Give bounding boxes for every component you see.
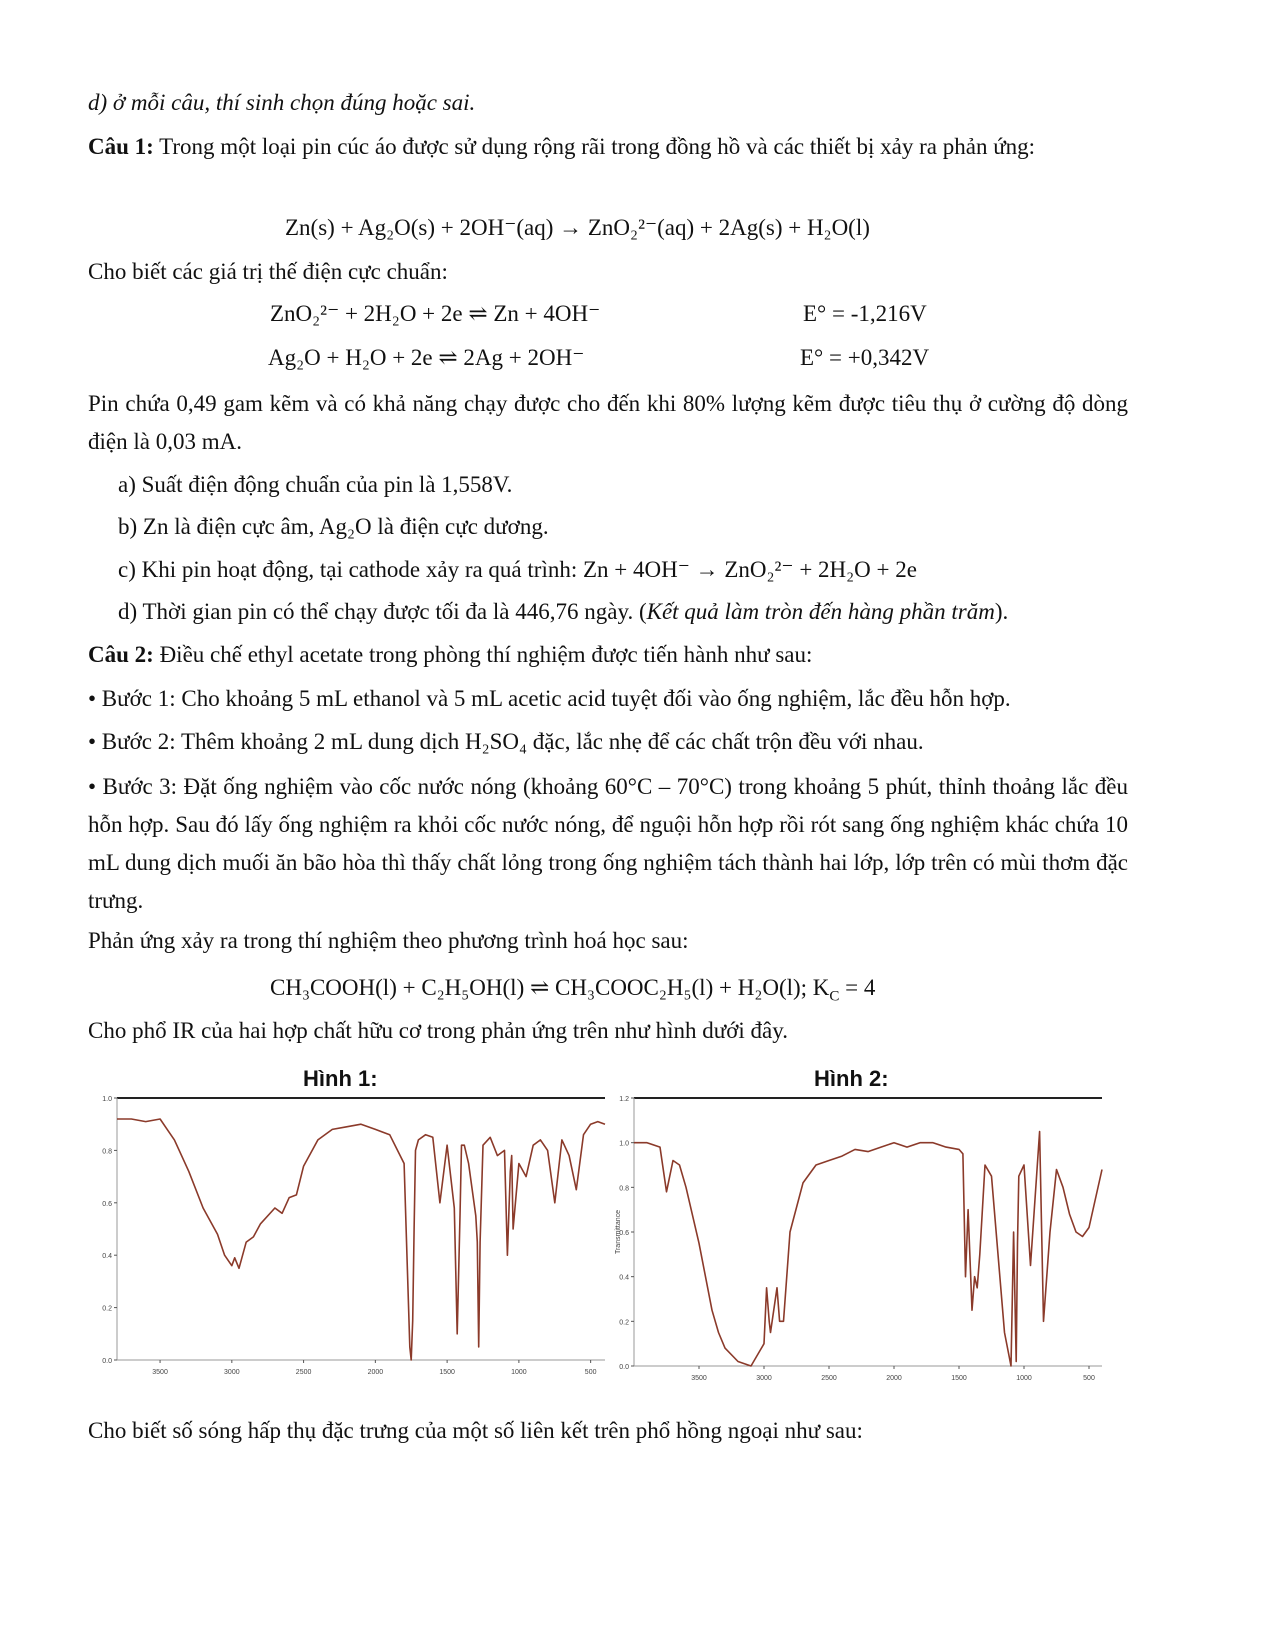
x-tick-label: 3000: [756, 1375, 772, 1382]
ir-spectrum-figure-1: [95, 1090, 610, 1390]
x-tick-label: 1500: [439, 1369, 455, 1376]
y-tick-label: 0.4: [102, 1253, 112, 1261]
question-2-text: Điều chế ethyl acetate trong phòng thí nghiệm được tiến hành như sau:: [159, 642, 813, 667]
question-1-intro: [88, 128, 1128, 166]
x-tick-label: 2500: [821, 1375, 837, 1382]
ir-spectrum-figure-2: [615, 1090, 1108, 1390]
y-tick-label: 0.2: [102, 1305, 112, 1313]
reaction-intro: Phản ứng xảy ra trong thí nghiệm theo phương trình hoá học sau:: [88, 928, 689, 953]
question-1-label: Câu 1:: [88, 134, 154, 159]
x-tick-label: 500: [1083, 1375, 1095, 1382]
kc-subscript: C: [829, 988, 840, 1005]
statement-b: b) Zn là điện cực âm, Ag₂O là điện cực dương.: [118, 514, 549, 539]
statement-d: [118, 597, 1008, 627]
statement-d-note: Kết quả làm tròn đến hàng phần trăm: [646, 599, 995, 624]
statement-d-end: ).: [994, 599, 1009, 624]
question-2-label: Câu 2:: [88, 642, 154, 667]
x-tick-label: 2000: [886, 1375, 902, 1382]
ir-intro: Cho phổ IR của hai hợp chất hữu cơ trong phản ứng trên như hình dưới đây.: [88, 1018, 788, 1043]
y-tick-label: 1.2: [619, 1096, 629, 1103]
y-tick-label: 0.8: [102, 1148, 112, 1156]
question-2-intro: [88, 640, 812, 670]
potential-1: E° = -1,216V: [803, 301, 927, 326]
spectrum-line-1: [117, 1119, 605, 1360]
kc-value: = 4: [839, 975, 876, 1000]
half-reaction-2: Ag₂O + H₂O + 2e ⇌ 2Ag + 2OH⁻: [268, 345, 585, 370]
x-tick-label: 2000: [367, 1369, 384, 1376]
y-axis-label: Transmittance: [615, 1209, 622, 1255]
x-tick-label: 1000: [511, 1369, 527, 1376]
battery-info: Pin chứa 0,49 gam kẽm và có khả năng chạy được cho đến khi 80% lượng kẽm được tiêu thụ ở cường độ dòng điện là 0,03 mA.: [88, 391, 1128, 454]
esterification-reaction: [270, 973, 875, 1012]
y-tick-label: 1.0: [102, 1096, 112, 1103]
x-tick-label: 2500: [295, 1369, 312, 1376]
x-tick-label: 1000: [1016, 1375, 1032, 1382]
statement-c: c) Khi pin hoạt động, tại cathode xảy ra quá trình: Zn + 4OH⁻ → ZnO₂²⁻ + 2H₂O + 2e: [118, 557, 917, 582]
y-tick-label: 0.2: [619, 1319, 629, 1327]
closing-line: Cho biết số sóng hấp thụ đặc trưng của một số liên kết trên phổ hồng ngoại như sau:: [88, 1418, 863, 1443]
figure-2-title: Hình 2:: [814, 1066, 889, 1091]
statement-d-main: d) Thời gian pin có thể chạy được tối đa là 446,76 ngày. (: [118, 599, 647, 624]
x-tick-label: 1500: [951, 1375, 967, 1382]
step-1: • Bước 1: Cho khoảng 5 mL ethanol và 5 mL acetic acid tuyệt đối vào ống nghiệm, lắc đều hỗn hợp.: [88, 686, 1011, 711]
y-tick-label: 0.8: [619, 1185, 629, 1193]
y-tick-label: 0.4: [619, 1274, 629, 1282]
instruction-line: d) ở mỗi câu, thí sinh chọn đúng hoặc sai.: [88, 90, 476, 115]
y-tick-label: 0.0: [619, 1364, 629, 1371]
y-tick-label: 0.6: [619, 1230, 629, 1237]
x-tick-label: 500: [584, 1369, 597, 1376]
potential-2: E° = +0,342V: [800, 345, 930, 370]
potentials-intro: Cho biết các giá trị thế điện cực chuẩn:: [88, 259, 448, 284]
statement-a: a) Suất điện động chuẩn của pin là 1,558V.: [118, 472, 513, 497]
half-reaction-1: ZnO₂²⁻ + 2H₂O + 2e ⇌ Zn + 4OH⁻: [270, 301, 601, 326]
spectrum-line-2: [634, 1132, 1102, 1367]
x-tick-label: 3500: [691, 1375, 707, 1382]
step-3: • Bước 3: Đặt ống nghiệm vào cốc nước nóng (khoảng 60°C – 70°C) trong khoảng 5 phút, thỉnh thoảng lắc đều hỗn hợp. Sau đó lấy ống nghiệm ra khỏi cốc nước nóng, để nguội hỗn hợp rồi rót sang ống nghiệm khác chứa 10 mL dung dịch muối ăn bão hòa thì thấy chất lỏng trong ống nghiệm tách thành hai lớp, lớp trên có mùi thơm đặc trưng.: [88, 774, 1128, 913]
x-tick-label: 3000: [224, 1369, 240, 1376]
overall-reaction: Zn(s) + Ag₂O(s) + 2OH⁻(aq) → ZnO₂²⁻(aq) + 2Ag(s) + H₂O(l): [285, 215, 870, 240]
esterification-equation: CH₃COOH(l) + C₂H₅OH(l) ⇌ CH₃COOC₂H₅(l) + H₂O(l); K: [270, 975, 830, 1000]
y-tick-label: 0.0: [102, 1358, 112, 1365]
y-tick-label: 1.0: [619, 1140, 629, 1148]
y-tick-label: 0.6: [102, 1200, 112, 1208]
step-2: • Bước 2: Thêm khoảng 2 mL dung dịch H₂SO₄ đặc, lắc nhẹ để các chất trộn đều với nhau.: [88, 729, 924, 754]
x-tick-label: 3500: [152, 1369, 168, 1376]
question-1-text: Trong một loại pin cúc áo được sử dụng rộng rãi trong đồng hồ và các thiết bị xảy ra phản ứng:: [159, 134, 1036, 159]
figure-1-title: Hình 1:: [303, 1066, 378, 1091]
